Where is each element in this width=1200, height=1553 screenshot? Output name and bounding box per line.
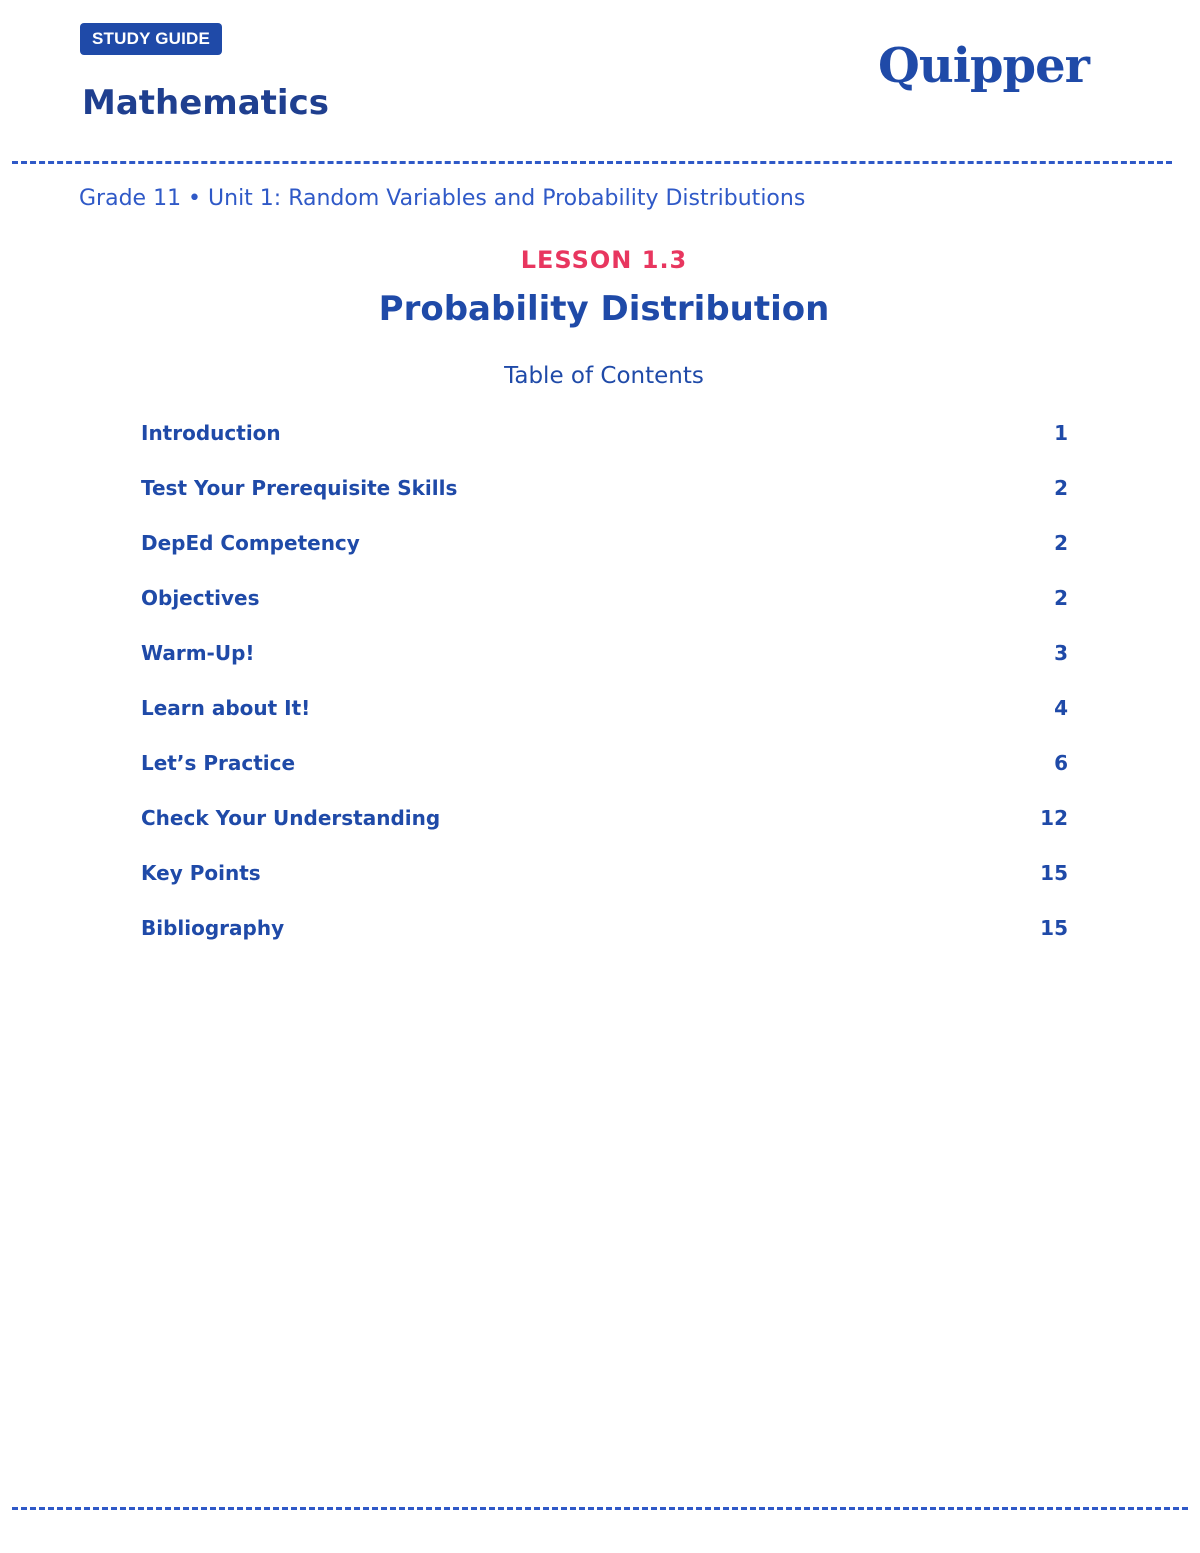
- toc-entry-title: Objectives: [141, 585, 260, 610]
- toc-entry-title: Test Your Prerequisite Skills: [141, 475, 458, 500]
- toc-entry-page: 2: [1054, 475, 1068, 500]
- top-divider: [12, 161, 1172, 164]
- lesson-number: LESSON 1.3: [520, 246, 688, 274]
- toc-entry-prerequisite-skills[interactable]: [141, 460, 1068, 515]
- toc-entry-page: 2: [1054, 530, 1068, 555]
- toc-entry-deped-competency[interactable]: [141, 515, 1068, 570]
- study-guide-badge: STUDY GUIDE: [80, 23, 222, 55]
- toc-entry-page: 15: [1040, 860, 1068, 885]
- bottom-divider: [12, 1507, 1188, 1510]
- toc-entry-page: 6: [1054, 750, 1068, 775]
- toc-entry-title: Check Your Understanding: [141, 805, 441, 830]
- toc-entry-page: 4: [1054, 695, 1068, 720]
- toc-entry-page: 2: [1054, 585, 1068, 610]
- toc-entry-title: Introduction: [141, 420, 281, 445]
- toc-entry-introduction[interactable]: [141, 405, 1068, 460]
- toc-entry-lets-practice[interactable]: [141, 735, 1068, 790]
- toc-entry-objectives[interactable]: [141, 570, 1068, 625]
- subject-title: Mathematics: [82, 83, 329, 123]
- toc-entry-learn-about-it[interactable]: [141, 680, 1068, 735]
- toc-entry-warm-up[interactable]: [141, 625, 1068, 680]
- toc-entry-title: Warm-Up!: [141, 640, 255, 665]
- lesson-title: Probability Distribution: [378, 289, 830, 329]
- quipper-logo: Quipper: [878, 38, 1089, 94]
- toc-entry-title: Key Points: [141, 860, 261, 885]
- unit-breadcrumb: Grade 11 • Unit 1: Random Variables and Probability Distributions: [79, 186, 806, 211]
- toc-entry-title: DepEd Competency: [141, 530, 360, 555]
- toc-heading: Table of Contents: [504, 363, 704, 389]
- toc-entry-page: 3: [1054, 640, 1068, 665]
- toc-entry-check-understanding[interactable]: [141, 790, 1068, 845]
- toc-entry-title: Learn about It!: [141, 695, 311, 720]
- toc-entry-bibliography[interactable]: [141, 900, 1068, 955]
- table-of-contents: [141, 405, 1068, 955]
- toc-entry-key-points[interactable]: [141, 845, 1068, 900]
- toc-entry-page: 12: [1040, 805, 1068, 830]
- toc-entry-page: 1: [1054, 420, 1068, 445]
- toc-entry-title: Let’s Practice: [141, 750, 296, 775]
- toc-entry-page: 15: [1040, 915, 1068, 940]
- toc-entry-title: Bibliography: [141, 915, 285, 940]
